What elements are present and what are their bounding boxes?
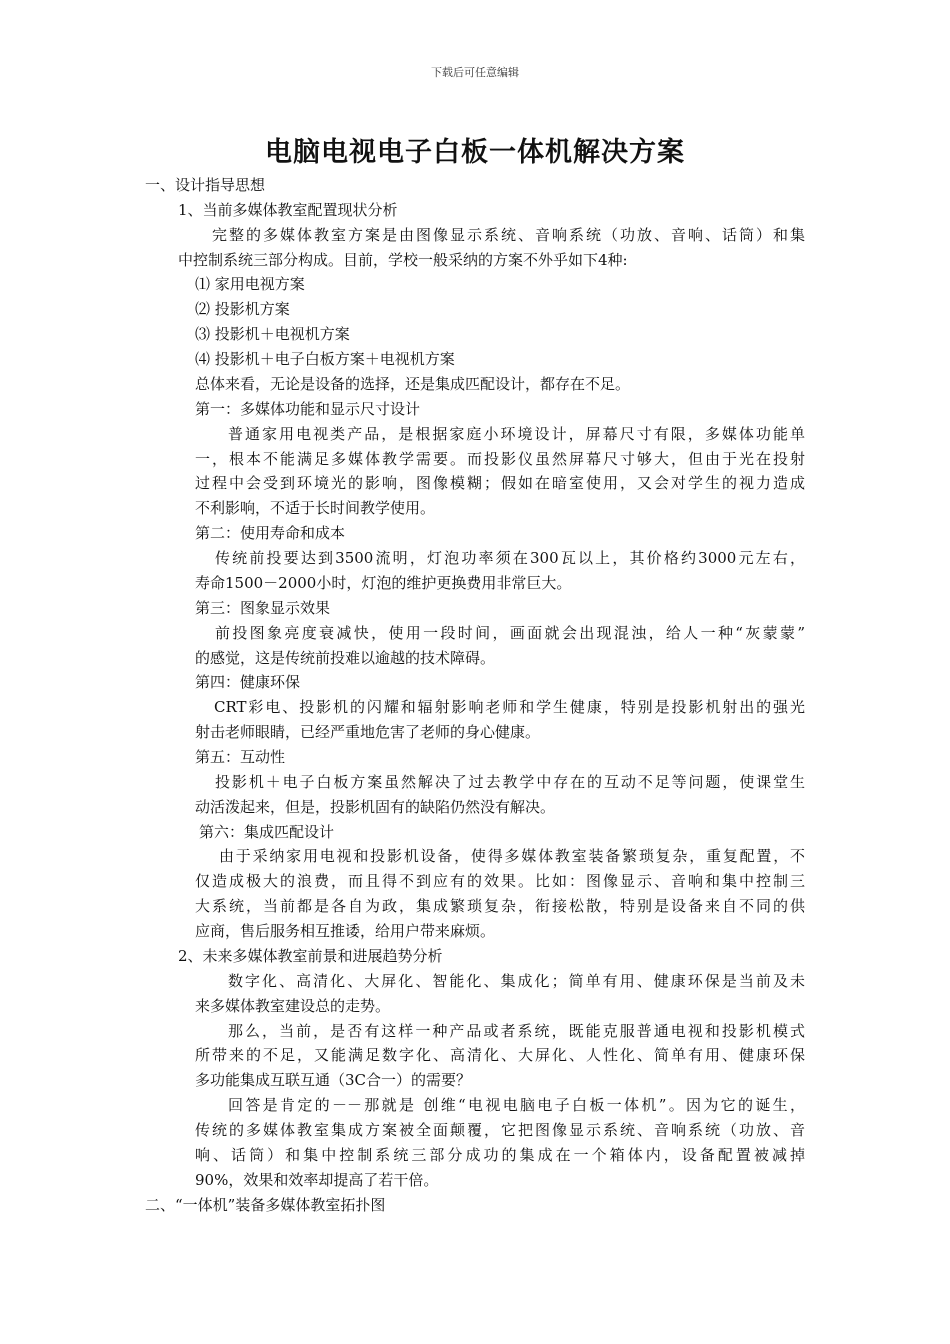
point-heading: 第四：健康环保 [195, 673, 301, 691]
paragraph-line: 前投图象亮度衰减快，使用一段时间，画面就会出现混浊，给人一种“灰蒙蒙” [215, 624, 805, 642]
subsection-heading-1: 1、当前多媒体教室配置现状分析 [178, 201, 398, 219]
paragraph-line: 那么，当前，是否有这样一种产品或者系统，既能克服普通电视和投影机模式 [228, 1022, 805, 1040]
paragraph-line: 动活泼起来，但是，投影机固有的缺陷仍然没有解决。 [195, 798, 556, 816]
point-heading: 第一：多媒体功能和显示尺寸设计 [195, 400, 421, 418]
point-heading: 第五：互动性 [195, 748, 286, 766]
document-title: 电脑电视电子白板一体机解决方案 [265, 137, 685, 168]
paragraph-line: 回答是肯定的－－那就是 创维“电视电脑电子白板一体机”。因为它的诞生， [228, 1096, 805, 1114]
paragraph-line: 寿命1500－2000小时，灯泡的维护更换费用非常巨大。 [195, 574, 572, 592]
point-heading: 第六：集成匹配设计 [199, 823, 335, 841]
paragraph-line: 传统的多媒体教室集成方案被全面颠覆，它把图像显示系统、音响系统（功放、音 [195, 1121, 805, 1139]
paragraph-line: 的感觉，这是传统前投难以逾越的技术障碍。 [195, 649, 496, 667]
paragraph-line: CRT彩电、投影机的闪耀和辐射影响老师和学生健康，特别是投影机射出的强光 [214, 698, 805, 716]
paragraph-line: 大系统，当前都是各自为政，集成繁琐复杂，衔接松散，特别是设备来自不同的供 [195, 897, 805, 915]
list-item: ⑶ 投影机＋电视机方案 [195, 325, 350, 343]
paragraph-line: 仅造成极大的浪费，而且得不到应有的效果。比如：图像显示、音响和集中控制三 [195, 872, 805, 890]
list-item: ⑷ 投影机＋电子白板方案＋电视机方案 [195, 350, 455, 368]
paragraph-line: 来多媒体教室建设总的走势。 [195, 997, 391, 1015]
paragraph-line: 所带来的不足，又能满足数字化、高清化、大屏化、人性化、简单有用、健康环保 [195, 1046, 805, 1064]
list-item: ⑵ 投影机方案 [195, 300, 290, 318]
point-heading: 第三：图象显示效果 [195, 599, 331, 617]
section-heading-1: 一、设计指导思想 [145, 176, 266, 194]
paragraph-line: 应商，售后服务相互推诿，给用户带来麻烦。 [195, 922, 496, 940]
paragraph-line: 不利影响，不适于长时间教学使用。 [195, 499, 436, 517]
paragraph-line: 投影机＋电子白板方案虽然解决了过去教学中存在的互动不足等问题，使课堂生 [215, 773, 805, 791]
paragraph-line: 多功能集成互联互通（3C合一）的需要？ [195, 1071, 472, 1089]
paragraph-line: 过程中会受到环境光的影响，图像模糊；假如在暗室使用，又会对学生的视力造成 [195, 474, 805, 492]
page-header: 下载后可任意编辑 [431, 66, 519, 79]
paragraph-line: 中控制系统三部分构成。目前，学校一般采纳的方案不外乎如下4种: [178, 251, 628, 269]
paragraph-line: 响、话筒）和集中控制系统三部分成功的集成在一个箱体内，设备配置被减掉 [195, 1146, 805, 1164]
section-heading-2: 二、“一体机”装备多媒体教室拓扑图 [145, 1196, 386, 1214]
paragraph-line: 完整的多媒体教室方案是由图像显示系统、音响系统（功放、音响、话筒）和集 [212, 226, 805, 244]
paragraph-line: 90%，效果和效率却提高了若干倍。 [195, 1171, 439, 1189]
paragraph-line: 一，根本不能满足多媒体教学需要。而投影仪虽然屏幕尺寸够大，但由于光在投射 [195, 450, 805, 468]
paragraph-line: 总体来看，无论是设备的选择，还是集成匹配设计，都存在不足。 [195, 375, 631, 393]
point-heading: 第二：使用寿命和成本 [195, 524, 346, 542]
paragraph-line: 由于采纳家用电视和投影机设备，使得多媒体教室装备繁琐复杂，重复配置，不 [219, 847, 805, 865]
paragraph-line: 数字化、高清化、大屏化、智能化、集成化；简单有用、健康环保是当前及未 [228, 972, 805, 990]
subsection-heading-2: 2、未来多媒体教室前景和进展趋势分析 [178, 947, 443, 965]
paragraph-line: 射击老师眼睛，已经严重地危害了老师的身心健康。 [195, 723, 541, 741]
paragraph-line: 传统前投要达到3500流明，灯泡功率须在300瓦以上，其价格约3000元左右， [215, 549, 805, 567]
list-item: ⑴ 家用电视方案 [195, 275, 305, 293]
paragraph-line: 普通家用电视类产品，是根据家庭小环境设计，屏幕尺寸有限，多媒体功能单 [228, 425, 805, 443]
